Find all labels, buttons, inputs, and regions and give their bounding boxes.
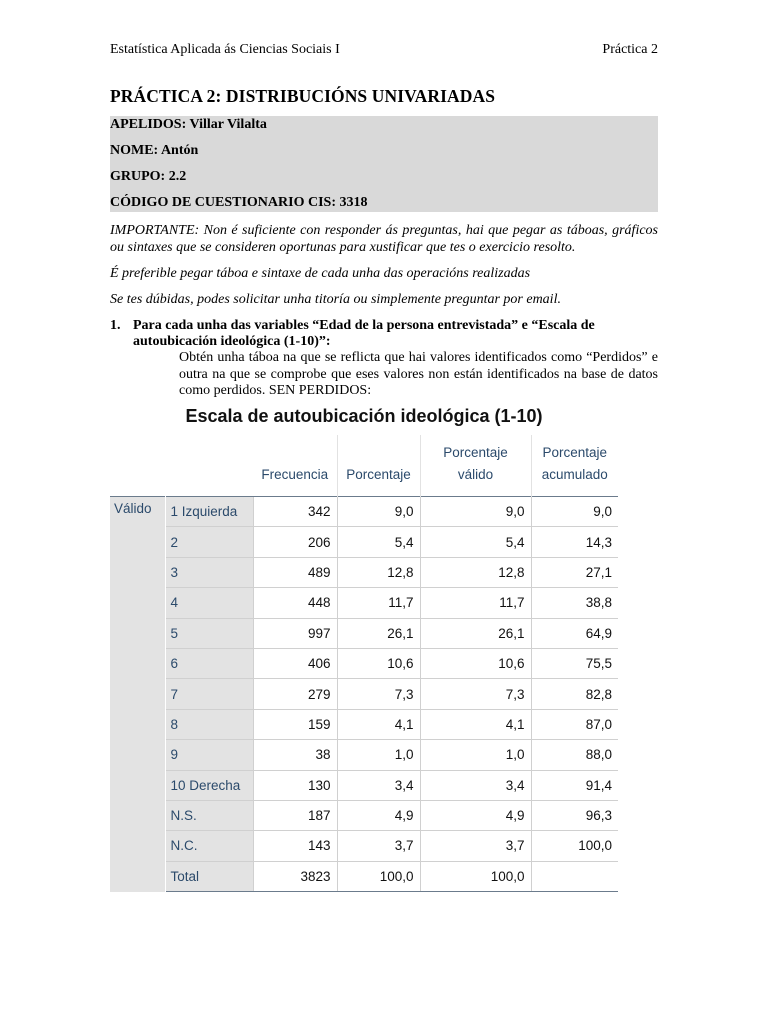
porcentaje-valido-cell: 5,4 bbox=[420, 527, 531, 557]
porcentaje-valido-cell: 3,4 bbox=[420, 770, 531, 800]
frecuencia-cell: 342 bbox=[253, 497, 337, 527]
table-row bbox=[110, 861, 618, 891]
porcentaje-valido-cell: 12,8 bbox=[420, 557, 531, 587]
grupo-line: GRUPO: 2.2 bbox=[110, 169, 187, 184]
porcentaje-cell: 9,0 bbox=[337, 497, 420, 527]
porcentaje-cell: 3,7 bbox=[337, 831, 420, 861]
table-row bbox=[110, 679, 618, 709]
frecuencia-cell: 130 bbox=[253, 770, 337, 800]
frecuencia-cell: 143 bbox=[253, 831, 337, 861]
table-header-row bbox=[110, 435, 618, 497]
frecuencia-cell: 279 bbox=[253, 679, 337, 709]
porcentaje-cell: 11,7 bbox=[337, 588, 420, 618]
header-porcentaje-valido-line1: Porcentaje bbox=[443, 445, 508, 460]
table-row bbox=[110, 648, 618, 678]
frecuencia-cell: 3823 bbox=[253, 861, 337, 891]
row-label: 9 bbox=[165, 740, 253, 770]
porcentaje-valido-cell: 9,0 bbox=[420, 497, 531, 527]
porcentaje-cell: 5,4 bbox=[337, 527, 420, 557]
porcentaje-acumulado-cell: 96,3 bbox=[531, 800, 618, 830]
frecuencia-cell: 997 bbox=[253, 618, 337, 648]
porcentaje-acumulado-cell: 27,1 bbox=[531, 557, 618, 587]
note-dubidas: Se tes dúbidas, podes solicitar unha titoría ou simplemente preguntar por email. bbox=[110, 292, 561, 307]
header-porcentaje: Porcentaje bbox=[337, 435, 420, 497]
table-row bbox=[110, 527, 618, 557]
group-label-valido: Válido bbox=[110, 497, 165, 892]
row-label: 2 bbox=[165, 527, 253, 557]
porcentaje-valido-cell: 10,6 bbox=[420, 648, 531, 678]
frecuencia-cell: 38 bbox=[253, 740, 337, 770]
frecuencia-cell: 187 bbox=[253, 800, 337, 830]
porcentaje-valido-cell: 7,3 bbox=[420, 679, 531, 709]
identity-box bbox=[110, 116, 658, 212]
porcentaje-acumulado-cell: 91,4 bbox=[531, 770, 618, 800]
porcentaje-cell: 7,3 bbox=[337, 679, 420, 709]
row-label: 6 bbox=[165, 648, 253, 678]
porcentaje-acumulado-cell bbox=[531, 861, 618, 891]
row-label: 3 bbox=[165, 557, 253, 587]
porcentaje-acumulado-cell: 38,8 bbox=[531, 588, 618, 618]
row-label: 4 bbox=[165, 588, 253, 618]
porcentaje-cell: 26,1 bbox=[337, 618, 420, 648]
porcentaje-valido-cell: 100,0 bbox=[420, 861, 531, 891]
header-porcentaje-acumulado-line1: Porcentaje bbox=[542, 445, 608, 460]
row-label: N.S. bbox=[165, 800, 253, 830]
table-row bbox=[110, 557, 618, 587]
table-row bbox=[110, 770, 618, 800]
question-text: Para cada unha das variables “Edad de la persona entrevistada” e “Escala de autoubicación ideológica (1-10)”: bbox=[133, 318, 595, 349]
porcentaje-cell: 4,1 bbox=[337, 709, 420, 739]
porcentaje-acumulado-cell: 75,5 bbox=[531, 648, 618, 678]
frecuencia-cell: 406 bbox=[253, 648, 337, 678]
row-label: 7 bbox=[165, 679, 253, 709]
porcentaje-cell: 10,6 bbox=[337, 648, 420, 678]
header-course: Estatística Aplicada ás Ciencias Sociais I bbox=[110, 42, 340, 57]
porcentaje-valido-cell: 11,7 bbox=[420, 588, 531, 618]
note-preferible: É preferible pegar táboa e sintaxe de cada unha das operacións realizadas bbox=[110, 266, 531, 281]
row-label: 5 bbox=[165, 618, 253, 648]
table-row bbox=[110, 497, 618, 527]
table-row bbox=[110, 800, 618, 830]
header-porcentaje-valido-line2: válido bbox=[457, 467, 494, 482]
table-row bbox=[110, 588, 618, 618]
porcentaje-valido-cell: 3,7 bbox=[420, 831, 531, 861]
row-label: 1 Izquierda bbox=[165, 497, 253, 527]
row-label: N.C. bbox=[165, 831, 253, 861]
porcentaje-cell: 12,8 bbox=[337, 557, 420, 587]
frecuencia-cell: 489 bbox=[253, 557, 337, 587]
porcentaje-acumulado-cell: 88,0 bbox=[531, 740, 618, 770]
frecuencia-cell: 448 bbox=[253, 588, 337, 618]
porcentaje-cell: 3,4 bbox=[337, 770, 420, 800]
porcentaje-acumulado-cell: 9,0 bbox=[531, 497, 618, 527]
porcentaje-valido-cell: 1,0 bbox=[420, 740, 531, 770]
table-row bbox=[110, 618, 618, 648]
porcentaje-acumulado-cell: 64,9 bbox=[531, 618, 618, 648]
header-porcentaje-valido bbox=[420, 435, 531, 497]
row-label: 8 bbox=[165, 709, 253, 739]
note-importante: IMPORTANTE: Non é suficiente con responder ás preguntas, hai que pegar as táboas, gráficos ou sintaxes que se consideren oportunas para xustificar que tes o exercicio resolto. bbox=[110, 223, 658, 255]
row-label: Total bbox=[165, 861, 253, 891]
porcentaje-acumulado-cell: 100,0 bbox=[531, 831, 618, 861]
frecuencia-cell: 206 bbox=[253, 527, 337, 557]
page-title: PRÁCTICA 2: DISTRIBUCIÓNS UNIVARIADAS bbox=[110, 86, 496, 106]
porcentaje-acumulado-cell: 14,3 bbox=[531, 527, 618, 557]
header-practice: Práctica 2 bbox=[602, 42, 658, 57]
porcentaje-valido-cell: 4,9 bbox=[420, 800, 531, 830]
porcentaje-acumulado-cell: 82,8 bbox=[531, 679, 618, 709]
porcentaje-cell: 4,9 bbox=[337, 800, 420, 830]
table-title: Escala de autoubicación ideológica (1-10) bbox=[185, 406, 543, 426]
header-porcentaje-acumulado bbox=[531, 435, 618, 497]
header-blank-2 bbox=[165, 435, 253, 497]
apelidos-line: APELIDOS: Villar Vilalta bbox=[110, 117, 267, 132]
header-frecuencia: Frecuencia bbox=[261, 467, 329, 482]
question-number: 1. bbox=[110, 318, 121, 333]
question-instructions: Obtén unha táboa na que se reflicta que hai valores identificados como “Perdidos” e outra na que se comprobe que eses valores non están identificados na base de datos como perdidos. SEN PERDIDOS: bbox=[179, 350, 658, 398]
porcentaje-valido-cell: 26,1 bbox=[420, 618, 531, 648]
nome-line: NOME: Antón bbox=[110, 143, 199, 158]
table-row bbox=[110, 709, 618, 739]
codigo-line: CÓDIGO DE CUESTIONARIO CIS: 3318 bbox=[110, 195, 368, 210]
table-row bbox=[110, 831, 618, 861]
porcentaje-cell: 1,0 bbox=[337, 740, 420, 770]
frequency-table bbox=[110, 435, 618, 892]
porcentaje-acumulado-cell: 87,0 bbox=[531, 709, 618, 739]
table-row bbox=[110, 740, 618, 770]
header-porcentaje-acumulado-line2: acumulado bbox=[541, 467, 608, 482]
porcentaje-cell: 100,0 bbox=[337, 861, 420, 891]
row-label: 10 Derecha bbox=[165, 770, 253, 800]
header-blank bbox=[110, 435, 165, 497]
page-header bbox=[110, 42, 658, 58]
frecuencia-cell: 159 bbox=[253, 709, 337, 739]
porcentaje-valido-cell: 4,1 bbox=[420, 709, 531, 739]
